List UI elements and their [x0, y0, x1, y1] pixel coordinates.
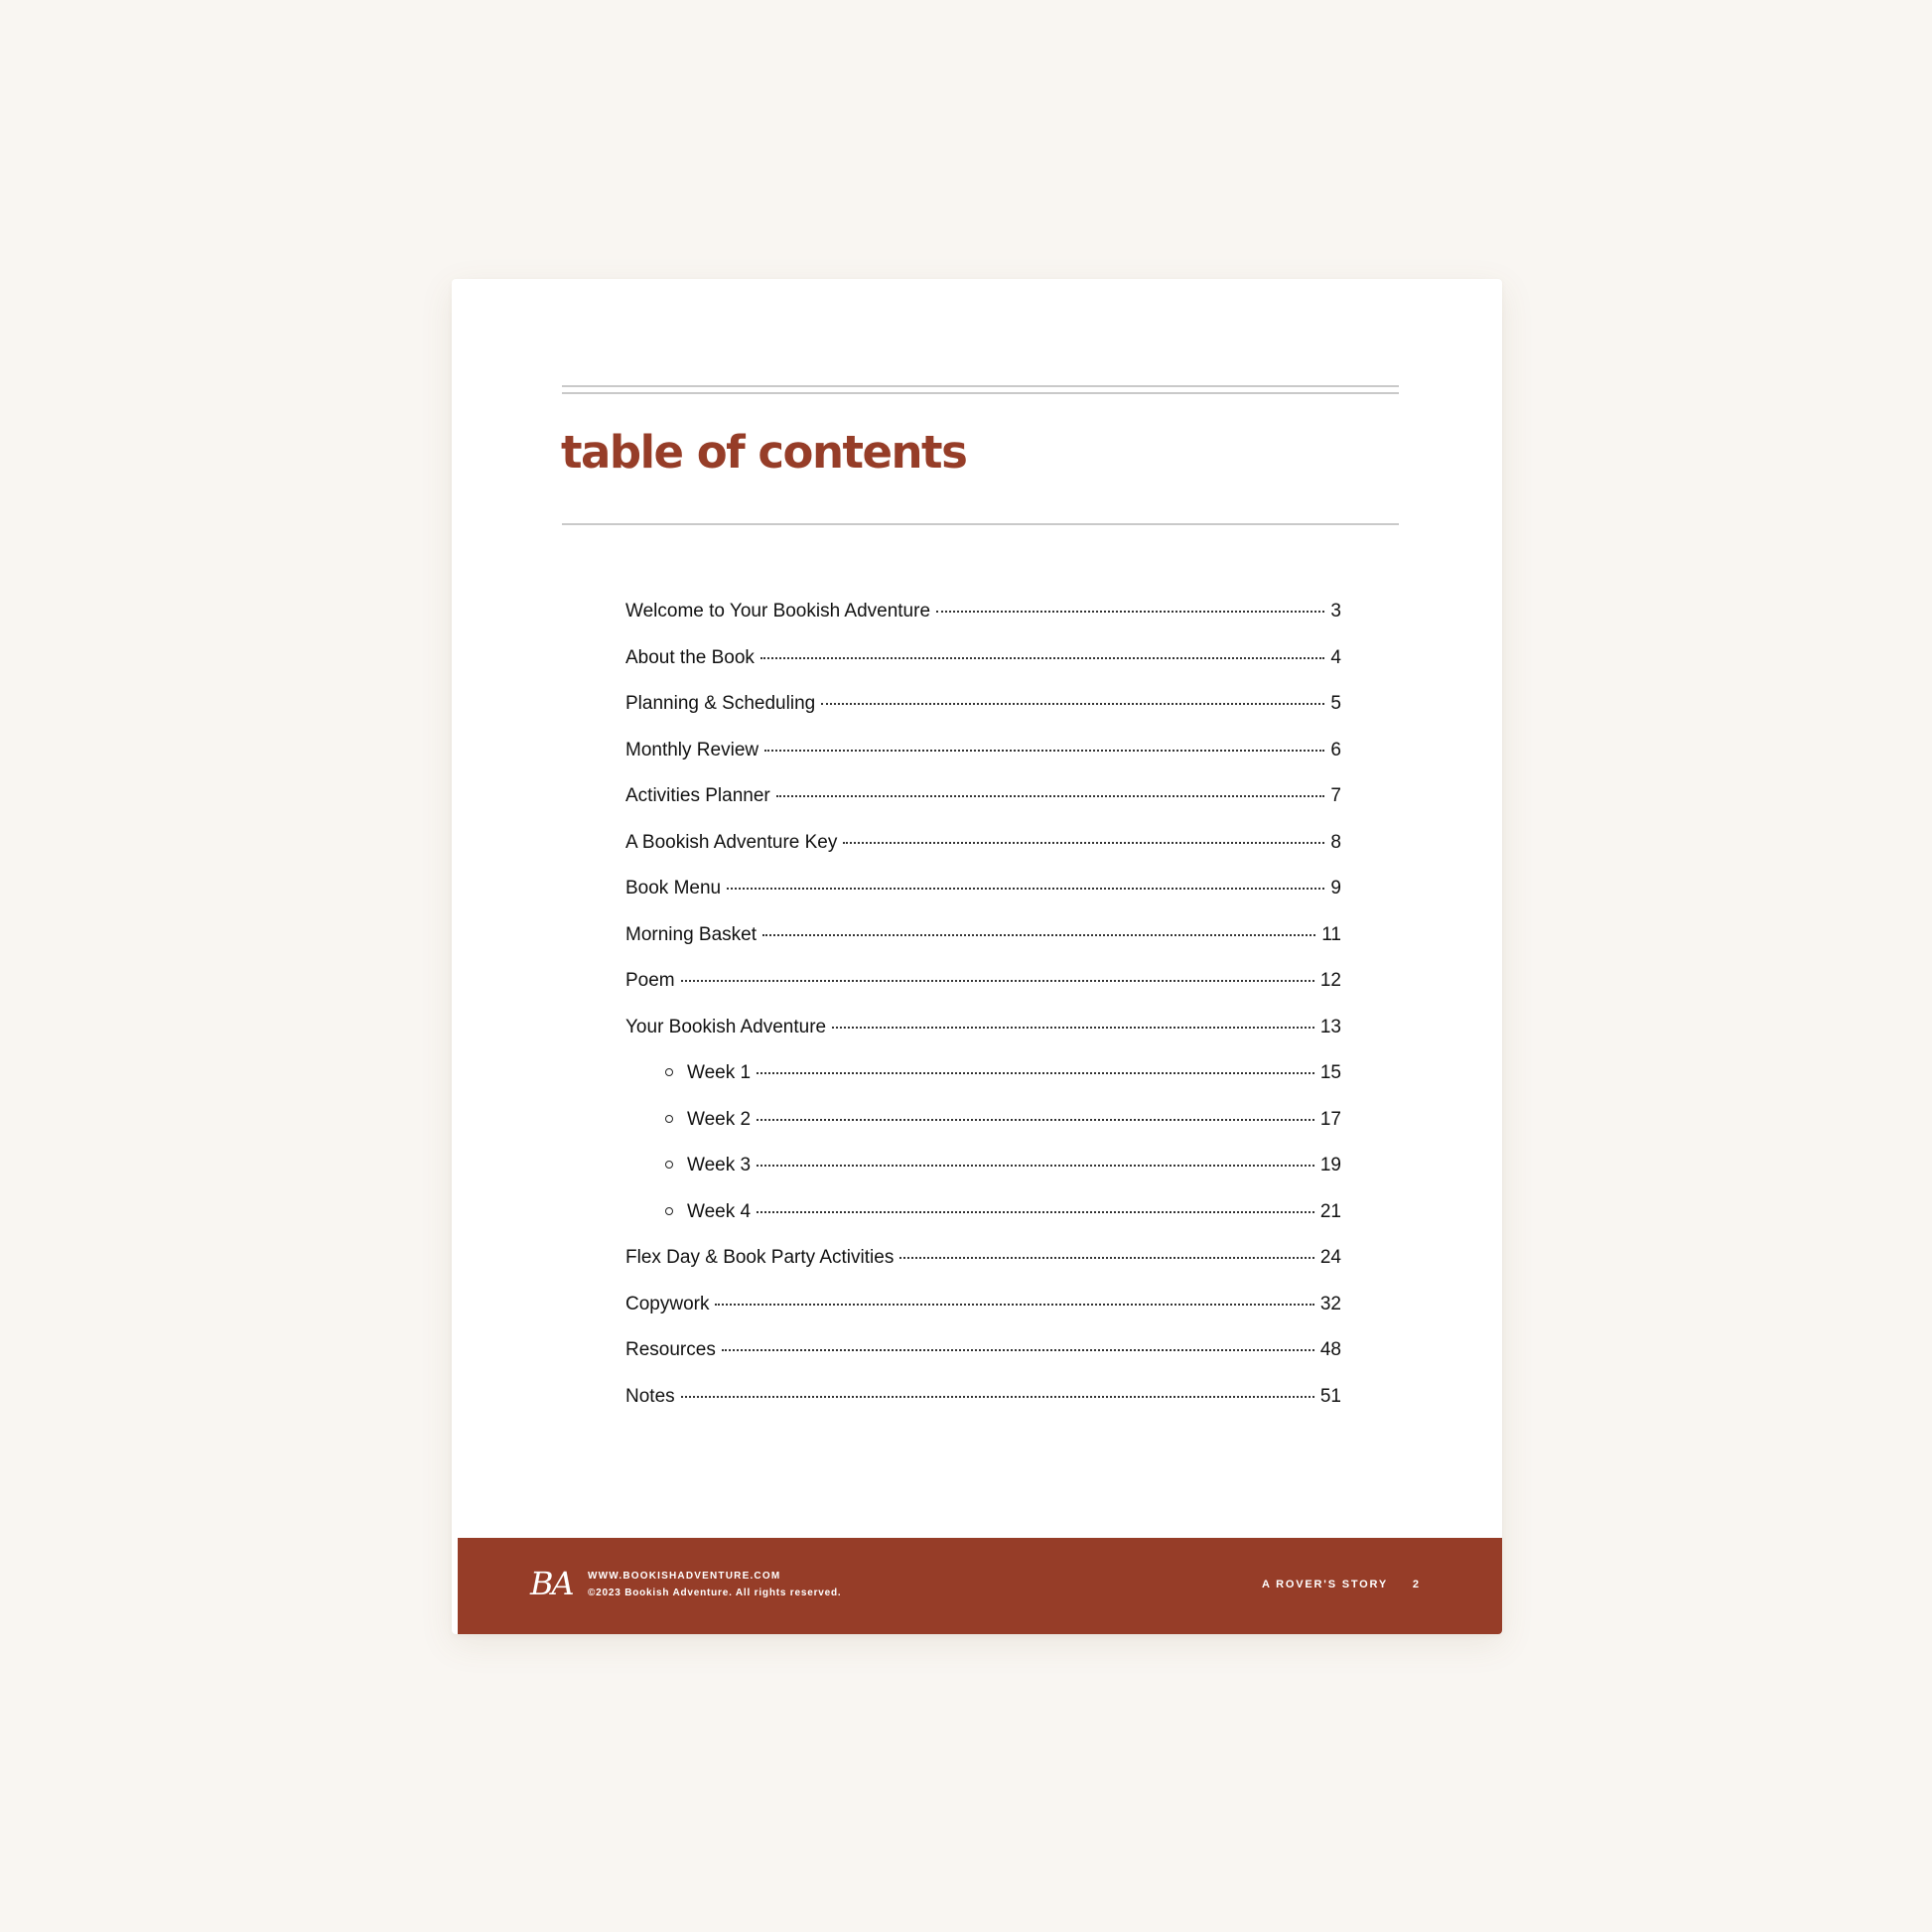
toc-entry-label: Flex Day & Book Party Activities	[625, 1247, 895, 1268]
dot-leader	[843, 842, 1324, 844]
toc-entry[interactable]	[625, 970, 1341, 1017]
hollow-bullet-icon	[665, 1207, 673, 1215]
toc-entry-page-number: 19	[1319, 1155, 1341, 1175]
toc-entry-label: Planning & Scheduling	[625, 693, 816, 714]
hollow-bullet-icon	[665, 1161, 673, 1169]
toc-entry-label: Monthly Review	[625, 739, 759, 760]
toc-entry-page-number: 12	[1319, 970, 1341, 991]
toc-entry-label: Week 1	[687, 1062, 752, 1083]
toc-entry[interactable]	[625, 740, 1341, 786]
toc-entry[interactable]	[625, 878, 1341, 924]
dot-leader	[899, 1257, 1314, 1259]
toc-subentry[interactable]	[625, 1155, 1341, 1201]
dot-leader	[760, 657, 1324, 659]
toc-entry-label: Week 4	[687, 1200, 752, 1222]
toc-subentry[interactable]	[625, 1201, 1341, 1248]
toc-entry-label: About the Book	[625, 646, 755, 668]
toc-entry[interactable]	[625, 601, 1341, 647]
dot-leader	[757, 1211, 1314, 1213]
toc-entry-page-number: 32	[1319, 1293, 1341, 1314]
page-footer	[458, 1538, 1502, 1634]
dot-leader	[936, 611, 1324, 613]
toc-entry-label: Morning Basket	[625, 923, 758, 945]
toc-entry[interactable]	[625, 924, 1341, 971]
toc-entry-label: Poem	[625, 970, 675, 991]
hollow-bullet-icon	[665, 1068, 673, 1076]
toc-entry-page-number: 7	[1330, 785, 1341, 806]
toc-entry[interactable]	[625, 647, 1341, 694]
dot-leader	[832, 1027, 1314, 1029]
dot-leader	[722, 1349, 1314, 1351]
dot-leader	[757, 1119, 1314, 1121]
toc-entry[interactable]	[625, 1017, 1341, 1063]
dot-leader	[681, 1396, 1314, 1398]
dot-leader	[681, 980, 1314, 982]
toc-entry-page-number: 24	[1319, 1247, 1341, 1268]
toc-entry-label: Book Menu	[625, 878, 722, 898]
brand-logo: BA	[530, 1565, 573, 1602]
toc-entry-page-number: 21	[1319, 1200, 1341, 1222]
toc-entry-page-number: 48	[1319, 1339, 1341, 1360]
toc-entry-label: Resources	[625, 1339, 716, 1360]
document-page	[452, 279, 1502, 1634]
toc-entry-page-number: 5	[1330, 693, 1341, 714]
toc-entry[interactable]	[625, 1339, 1341, 1386]
toc-entry-page-number: 6	[1330, 739, 1341, 760]
title-divider-rule	[562, 523, 1399, 525]
hollow-bullet-icon	[665, 1115, 673, 1123]
toc-entry[interactable]	[625, 1294, 1341, 1340]
toc-entry[interactable]	[625, 693, 1341, 740]
toc-entry-label: Week 3	[687, 1155, 752, 1175]
toc-entry-label: Activities Planner	[625, 785, 770, 806]
toc-list	[625, 601, 1341, 1432]
top-double-rule-upper	[562, 385, 1399, 387]
footer-copyright: ©2023 Bookish Adventure. All rights reserved.	[588, 1587, 842, 1598]
toc-entry-label: Notes	[625, 1385, 675, 1407]
toc-entry-page-number: 4	[1330, 646, 1341, 668]
toc-entry-page-number: 3	[1330, 601, 1341, 621]
footer-page-number: 2	[1412, 1579, 1419, 1590]
toc-entry[interactable]	[625, 1386, 1341, 1433]
toc-entry-page-number: 9	[1330, 878, 1341, 898]
dot-leader	[757, 1165, 1314, 1167]
top-double-rule-lower	[562, 392, 1399, 394]
dot-leader	[762, 934, 1315, 936]
dot-leader	[764, 750, 1324, 752]
toc-entry-page-number: 11	[1321, 923, 1341, 945]
toc-entry-label: Copywork	[625, 1293, 710, 1314]
toc-entry-page-number: 17	[1319, 1108, 1341, 1130]
footer-website-link[interactable]: WWW.BOOKISHADVENTURE.COM	[588, 1571, 781, 1582]
dot-leader	[776, 795, 1325, 797]
toc-entry-page-number: 8	[1330, 831, 1341, 853]
dot-leader	[727, 888, 1324, 890]
toc-entry[interactable]	[625, 832, 1341, 879]
toc-subentry[interactable]	[625, 1109, 1341, 1156]
toc-entry-label: A Bookish Adventure Key	[625, 831, 838, 853]
toc-entry[interactable]	[625, 785, 1341, 832]
footer-book-title: A ROVER'S STORY	[1261, 1579, 1388, 1590]
toc-entry-label: Welcome to Your Bookish Adventure	[625, 601, 931, 621]
page-title: table of contents	[561, 426, 967, 479]
toc-entry-label: Week 2	[687, 1108, 752, 1130]
dot-leader	[715, 1304, 1313, 1306]
dot-leader	[757, 1072, 1314, 1074]
toc-entry-page-number: 13	[1319, 1016, 1341, 1037]
dot-leader	[821, 703, 1324, 705]
toc-entry-page-number: 51	[1319, 1385, 1341, 1407]
toc-entry-page-number: 15	[1319, 1062, 1341, 1083]
toc-subentry[interactable]	[625, 1062, 1341, 1109]
toc-entry[interactable]	[625, 1247, 1341, 1294]
toc-entry-label: Your Bookish Adventure	[625, 1016, 827, 1037]
